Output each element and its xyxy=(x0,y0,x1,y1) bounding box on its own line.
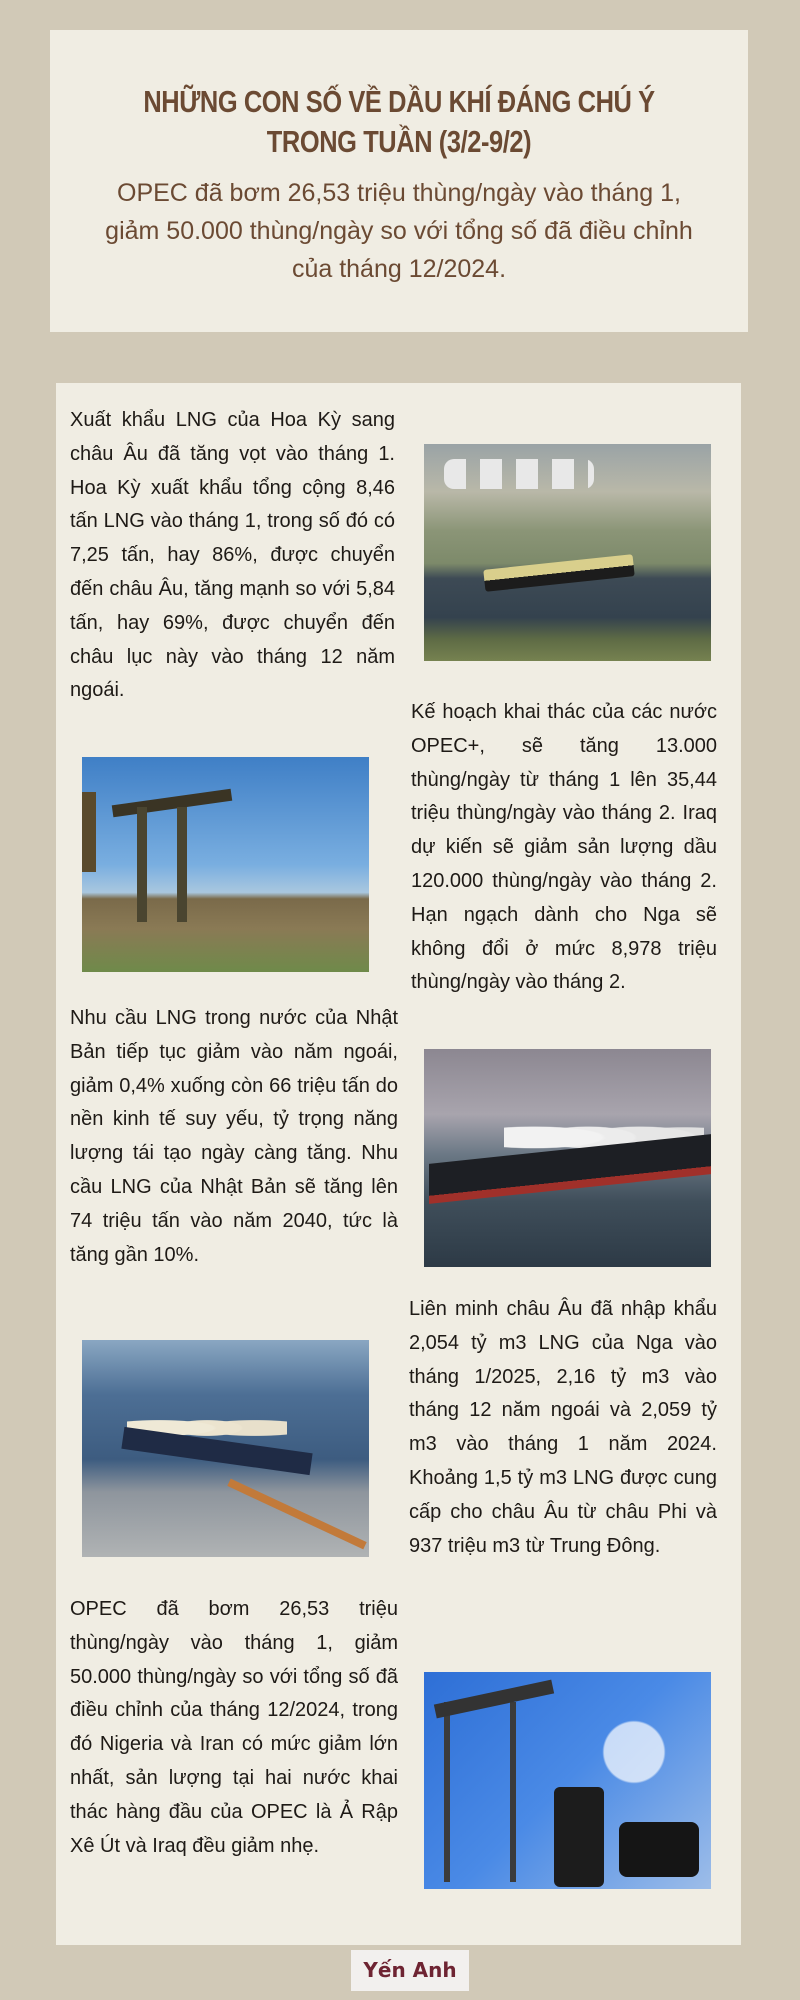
author-badge: Yến Anh xyxy=(351,1950,469,1991)
lng-carrier-ship-image xyxy=(424,1049,711,1267)
page-subtitle: OPEC đã bơm 26,53 triệu thùng/ngày vào tháng 1, giảm 50.000 thùng/ngày so với tổng số đã điều chỉnh của tháng 12/2024. xyxy=(105,179,693,283)
paragraph-eu-russian-lng: Liên minh châu Âu đã nhập khẩu 2,054 tỷ m3 LNG của Nga vào tháng 1/2025, 2,16 tỷ m3 vào tháng 12 năm ngoái và 2,059 tỷ m3 vào tháng 1 năm 2024. Khoảng 1,5 tỷ m3 LNG được cung cấp cho châu Âu từ châu Phi và 937 triệu m3 từ Trung Đông. xyxy=(409,1298,717,1557)
oil-pumpjack-image xyxy=(82,757,369,972)
lng-ship-dock-image xyxy=(82,1340,369,1557)
paragraph-japan-lng-demand: Nhu cầu LNG trong nước của Nhật Bản tiếp tục giảm vào năm ngoái, giảm 0,4% xuống còn 66 triệu tấn do nền kinh tế suy yếu, tỷ trọng năng lượng tái tạo ngày càng tăng. Nhu cầu LNG của Nhật Bản sẽ tăng lên 74 triệu tấn vào năm 2040, tức là tăng gần 10%. xyxy=(70,1007,398,1266)
paragraph-opec-output: OPEC đã bơm 26,53 triệu thùng/ngày vào tháng 1, giảm 50.000 thùng/ngày so với tổng số đã điều chỉnh của tháng 12/2024, trong đó Nigeria và Iran có mức giảm lớn nhất, sản lượng tại hai nước khai thác hàng đầu của OPEC là Ả Rập Xê Út và Iraq đều giảm nhẹ. xyxy=(70,1598,398,1857)
opec-logo-oil-barrels-image xyxy=(424,1672,711,1889)
header-box xyxy=(50,30,748,332)
page-title: NHỮNG CON SỐ VỀ DẦU KHÍ ĐÁNG CHÚ Ý TRONG TUẦN (3/2-9/2) xyxy=(143,84,655,159)
lng-terminal-image xyxy=(424,444,711,661)
paragraph-opec-plus-plan: Kế hoạch khai thác của các nước OPEC+, sẽ tăng 13.000 thùng/ngày từ tháng 1 lên 35,44 triệu thùng/ngày vào tháng 2. Iraq dự kiến sẽ giảm sản lượng dầu 120.000 thùng/ngày vào tháng 2. Hạn ngạch dành cho Nga sẽ không đổi ở mức 8,978 triệu thùng/ngày vào tháng 2. xyxy=(411,701,717,994)
paragraph-us-lng-exports: Xuất khẩu LNG của Hoa Kỳ sang châu Âu đã tăng vọt vào tháng 1. Hoa Kỳ xuất khẩu tổng cộng 8,46 tấn LNG vào tháng 1, trong số đó có 7,25 tấn, hay 86%, được chuyển đến châu Âu, tăng mạnh so với 5,84 tấn, hay 69%, được chuyển đến châu lục này vào tháng 12 năm ngoái. xyxy=(70,409,395,702)
